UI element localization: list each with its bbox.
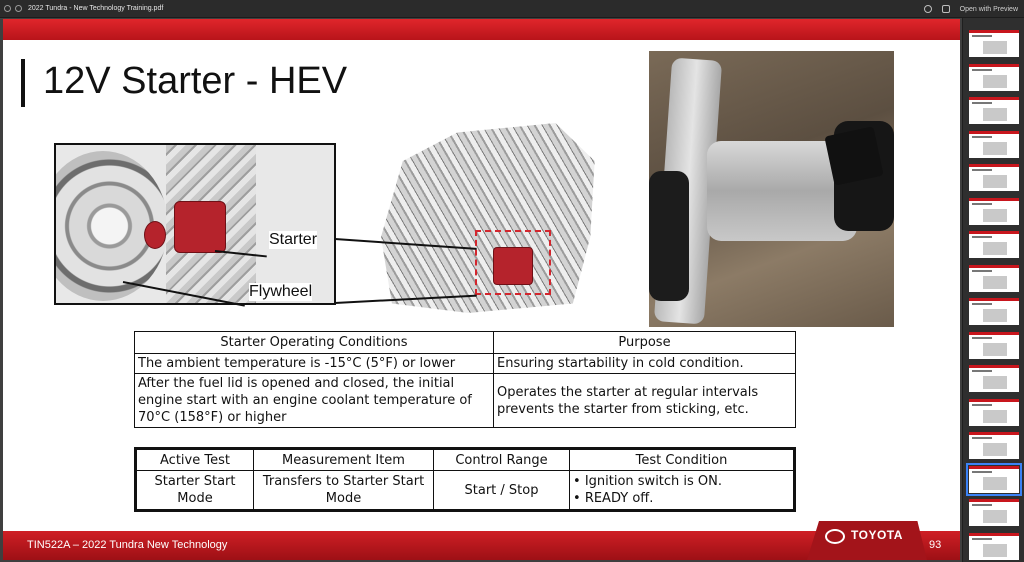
thumbnail-content xyxy=(983,276,1007,289)
page-thumbnail[interactable] xyxy=(969,265,1019,292)
page-thumbnail[interactable] xyxy=(969,231,1019,258)
page-thumbnail[interactable] xyxy=(969,298,1019,325)
toyota-logo-icon xyxy=(825,529,845,544)
thumbnail-content xyxy=(983,343,1007,356)
slide-header-band xyxy=(3,19,960,40)
thumbnail-content xyxy=(983,410,1007,423)
thumbnail-content xyxy=(983,41,1007,54)
starter-callout: Starter xyxy=(269,231,318,248)
thumbnail-content xyxy=(983,477,1007,490)
thumbnail-title-line xyxy=(972,270,992,272)
thumbnail-title-line xyxy=(972,437,992,439)
table-row xyxy=(135,374,796,428)
starter-gear-illustration xyxy=(144,221,166,249)
table-header: Starter Operating Conditions xyxy=(135,332,494,354)
open-with-preview-button[interactable]: Open with Preview xyxy=(959,5,1018,13)
table-cell: Start / Stop xyxy=(434,471,570,511)
thumbnail-content xyxy=(983,309,1007,322)
table-cell: Transfers to Starter Start Mode xyxy=(254,471,434,511)
thumbnail-content xyxy=(983,175,1007,188)
table-cell: Ensuring startability in cold condition. xyxy=(494,354,796,374)
thumbnail-content xyxy=(983,75,1007,88)
thumbnail-content xyxy=(983,510,1007,523)
thumbnail-content xyxy=(983,209,1007,222)
thumbnail-title-line xyxy=(972,538,992,540)
thumbnail-title-line xyxy=(972,404,992,406)
active-test-table xyxy=(134,447,796,512)
table-row xyxy=(135,354,796,374)
toyota-wordmark: TOYOTA xyxy=(851,528,903,542)
table-header-row xyxy=(135,332,796,354)
thumbnail-content xyxy=(983,443,1007,456)
page-thumbnail[interactable] xyxy=(969,533,1019,560)
sidebar-toggle-icon[interactable] xyxy=(15,5,22,12)
thumbnail-content xyxy=(983,376,1007,389)
page-thumbnail[interactable] xyxy=(969,432,1019,459)
thumbnail-title-line xyxy=(972,303,992,305)
starter-photo xyxy=(649,51,894,327)
page-thumbnail[interactable] xyxy=(969,466,1019,493)
table-header: Purpose xyxy=(494,332,796,354)
thumbnail-title-line xyxy=(972,69,992,71)
flywheel-callout: Flywheel xyxy=(249,283,313,300)
share-icon[interactable] xyxy=(942,5,950,13)
table-header: Active Test xyxy=(136,449,254,471)
thumbnail-title-line xyxy=(972,35,992,37)
thumbnail-title-line xyxy=(972,236,992,238)
page-thumbnail[interactable] xyxy=(969,399,1019,426)
page-thumbnail[interactable] xyxy=(969,97,1019,124)
thumbnail-title-line xyxy=(972,504,992,506)
page-thumbnail[interactable] xyxy=(969,164,1019,191)
page-thumbnail[interactable] xyxy=(969,30,1019,57)
thumbnail-title-line xyxy=(972,471,992,473)
test-condition-item: • Ignition switch is ON. xyxy=(573,474,723,489)
slide-title: 12V Starter - HEV xyxy=(43,60,348,102)
thumbnail-title-line xyxy=(972,203,992,205)
page-thumbnail[interactable] xyxy=(969,131,1019,158)
thumbnail-title-line xyxy=(972,370,992,372)
thumbnail-content xyxy=(983,142,1007,155)
thumbnail-title-line xyxy=(972,169,992,171)
starter-illustration xyxy=(174,201,226,253)
page-thumbnail[interactable] xyxy=(969,332,1019,359)
window-titlebar xyxy=(0,0,1024,18)
document-viewport[interactable] xyxy=(0,18,962,562)
page-thumbnail[interactable] xyxy=(969,198,1019,225)
operating-conditions-table xyxy=(134,331,796,428)
table-header-row xyxy=(136,449,795,471)
table-cell: Starter Start Mode xyxy=(136,471,254,511)
starter-zoom-image xyxy=(54,143,336,305)
thumbnail-sidebar[interactable] xyxy=(962,18,1024,562)
page-number: 93 xyxy=(929,539,942,551)
table-cell: The ambient temperature is -15°C (5°F) or lower xyxy=(135,354,494,374)
slide-footer xyxy=(3,528,960,560)
table-header: Control Range xyxy=(434,449,570,471)
table-row xyxy=(136,471,795,511)
table-cell: Operates the starter at regular intervals prevents the starter from sticking, etc. xyxy=(494,374,796,428)
thumbnail-title-line xyxy=(972,136,992,138)
footer-text: TIN522A – 2022 Tundra New Technology xyxy=(27,539,228,551)
table-cell xyxy=(570,471,795,511)
slide-page xyxy=(3,19,960,560)
title-accent-bar xyxy=(21,59,25,107)
thumbnail-content xyxy=(983,108,1007,121)
table-header: Test Condition xyxy=(570,449,795,471)
test-condition-item: • READY off. xyxy=(573,491,654,506)
thumbnail-title-line xyxy=(972,102,992,104)
page-thumbnail[interactable] xyxy=(969,365,1019,392)
markup-icon[interactable] xyxy=(924,5,932,13)
page-thumbnail[interactable] xyxy=(969,64,1019,91)
table-header: Measurement Item xyxy=(254,449,434,471)
glove-left-photo-part xyxy=(649,171,689,301)
table-cell: After the fuel lid is opened and closed, the initial engine start with an engine coolant temperature of 70°C (158°F) or higher xyxy=(135,374,494,428)
starter-location-marker xyxy=(475,230,551,295)
window-title: 2022 Tundra - New Technology Training.pdf xyxy=(28,5,164,12)
thumbnail-title-line xyxy=(972,337,992,339)
connector-photo-part xyxy=(824,126,883,185)
page-thumbnail[interactable] xyxy=(969,499,1019,526)
thumbnail-content xyxy=(983,544,1007,557)
close-icon[interactable] xyxy=(4,5,11,12)
thumbnail-content xyxy=(983,242,1007,255)
